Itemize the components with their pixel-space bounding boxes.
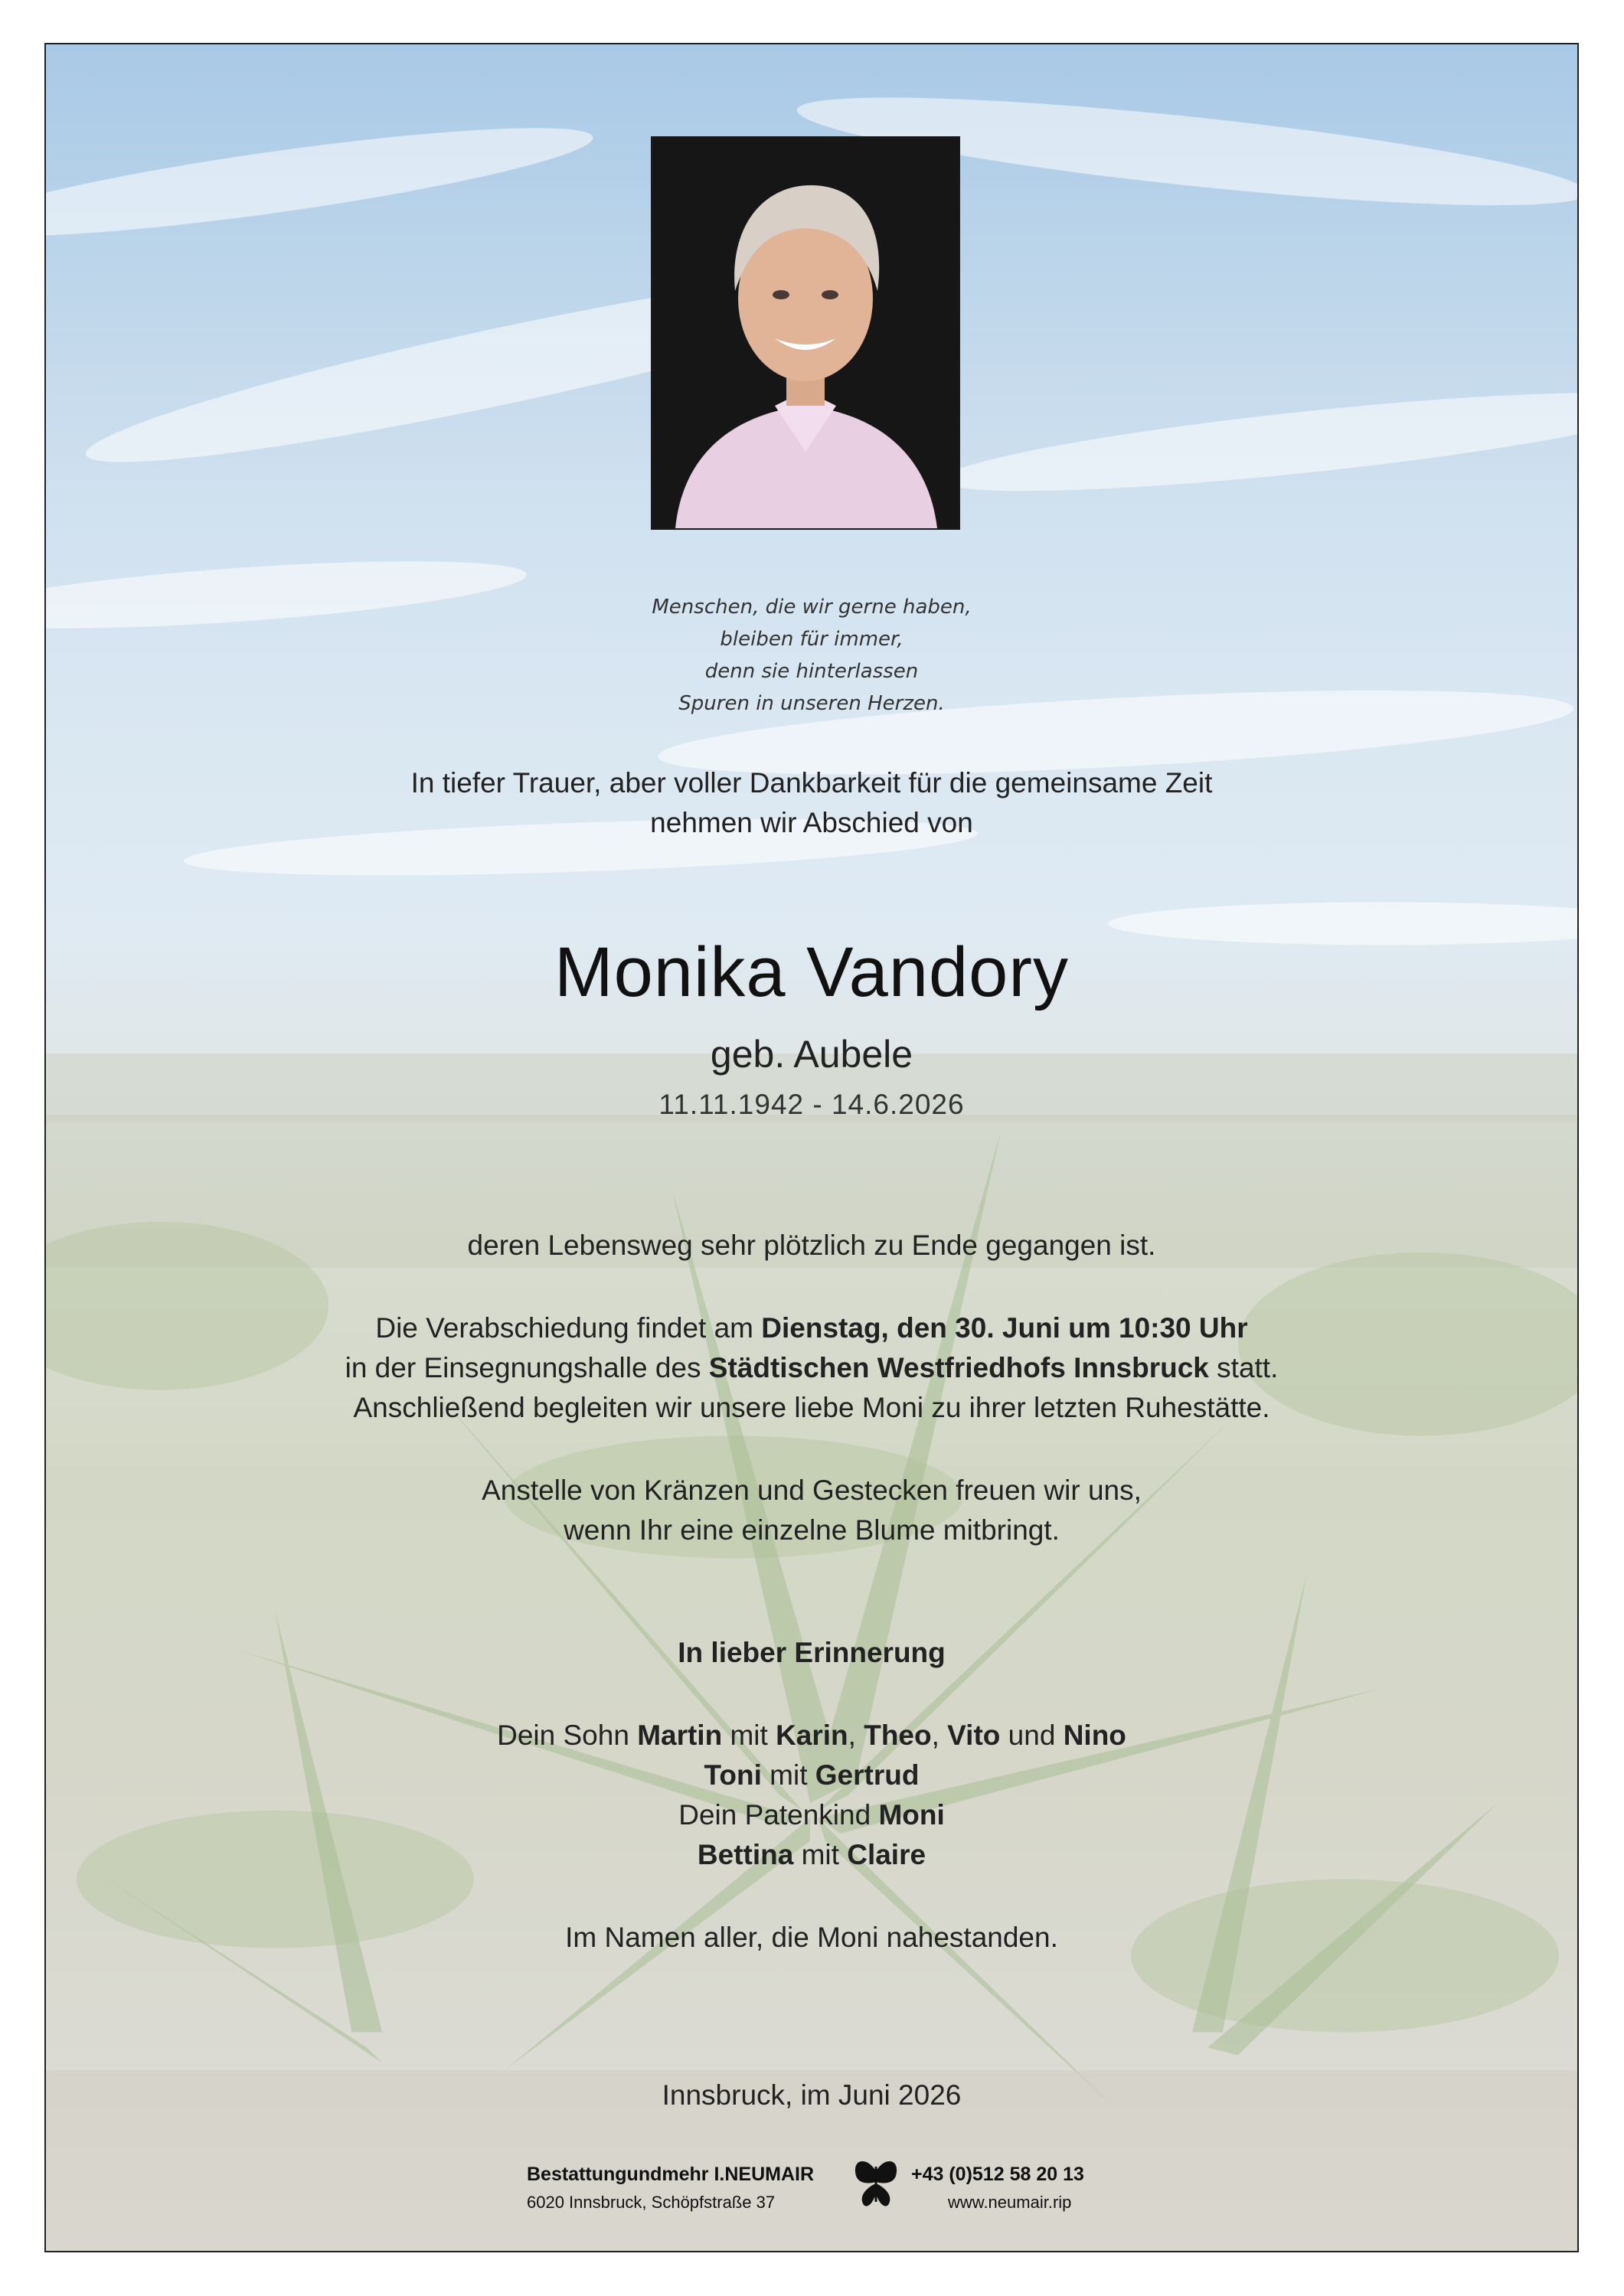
ceremony-datetime: Dienstag, den 30. Juni um 10:30 Uhr <box>761 1312 1248 1344</box>
butterfly-icon <box>851 2156 900 2216</box>
quote-line: bleiben für immer, <box>720 628 903 651</box>
portrait-photo <box>651 136 960 530</box>
funeral-company: Bestattungundmehr I.NEUMAIR <box>527 2164 814 2185</box>
flowers-line: Anstelle von Kränzen und Gestecken freuen wir uns, <box>482 1475 1142 1506</box>
mourner-row <box>46 1759 1577 1791</box>
mourner-name: Martin <box>637 1720 723 1751</box>
quote-line: denn sie hinterlassen <box>704 660 919 683</box>
mourner-name: Moni <box>878 1799 945 1831</box>
mourner-text: Dein Sohn <box>497 1720 638 1751</box>
phone-number[interactable]: +43 (0)512 58 20 13 <box>911 2164 1084 2185</box>
intro-line: nehmen wir Abschied von <box>650 807 973 838</box>
mourner-name: Vito <box>947 1720 1001 1751</box>
closing-line: Im Namen aller, die Moni nahestanden. <box>565 1922 1058 1953</box>
memory-heading-text: In lieber Erinnerung <box>678 1637 946 1668</box>
place-date: Innsbruck, im Juni 2026 <box>662 2079 962 2111</box>
mourner-name: Theo <box>864 1720 932 1751</box>
mourner-text: , <box>931 1720 948 1751</box>
mourner-text: mit <box>793 1839 848 1870</box>
ceremony-line-2 <box>46 1352 1577 1384</box>
ceremony-line-1 <box>46 1312 1577 1344</box>
quote-line: Spuren in unseren Herzen. <box>678 692 945 715</box>
mourner-row <box>46 1720 1577 1752</box>
mourner-name: Toni <box>704 1759 762 1791</box>
deceased-name: Monika Vandory <box>554 933 1069 1011</box>
mourner-name: Gertrud <box>815 1759 920 1791</box>
ceremony-text: Die Verabschiedung findet am <box>375 1312 762 1344</box>
mourner-text: mit <box>722 1720 776 1751</box>
mourner-text: , <box>848 1720 864 1751</box>
ceremony-location: Städtischen Westfriedhofs Innsbruck <box>708 1352 1209 1383</box>
memory-heading <box>46 1637 1577 1669</box>
funeral-address: 6020 Innsbruck, Schöpfstraße 37 <box>527 2193 776 2212</box>
flowers-line: wenn Ihr eine einzelne Blume mitbringt. <box>564 1514 1060 1546</box>
quote-line: Menschen, die wir gerne haben, <box>652 596 972 619</box>
mourner-name: Claire <box>847 1839 926 1870</box>
birth-name: geb. Aubele <box>710 1033 913 1076</box>
passing-text: deren Lebensweg sehr plötzlich zu Ende gegangen ist. <box>467 1230 1156 1261</box>
obituary-card <box>44 43 1579 2252</box>
mourner-row <box>46 1839 1577 1871</box>
mourner-text: Dein Patenkind <box>678 1799 879 1831</box>
mourner-name: Karin <box>776 1720 848 1751</box>
mourner-text: mit <box>761 1759 815 1791</box>
portrait-illustration <box>652 138 959 528</box>
ceremony-text: in der Einsegnungshalle des <box>345 1352 709 1383</box>
ceremony-text: statt. <box>1208 1352 1279 1383</box>
website-link[interactable]: www.neumair.rip <box>948 2193 1072 2212</box>
intro-line: In tiefer Trauer, aber voller Dankbarkeit für die gemeinsame Zeit <box>410 767 1213 799</box>
mourner-text: und <box>1000 1720 1064 1751</box>
mourner-row <box>46 1799 1577 1831</box>
mourner-name: Bettina <box>697 1839 794 1870</box>
mourner-name: Nino <box>1063 1720 1126 1751</box>
life-dates: 11.11.1942 - 14.6.2026 <box>658 1089 965 1120</box>
ceremony-line-3: Anschließend begleiten wir unsere liebe Moni zu ihrer letzten Ruhestätte. <box>353 1392 1270 1423</box>
